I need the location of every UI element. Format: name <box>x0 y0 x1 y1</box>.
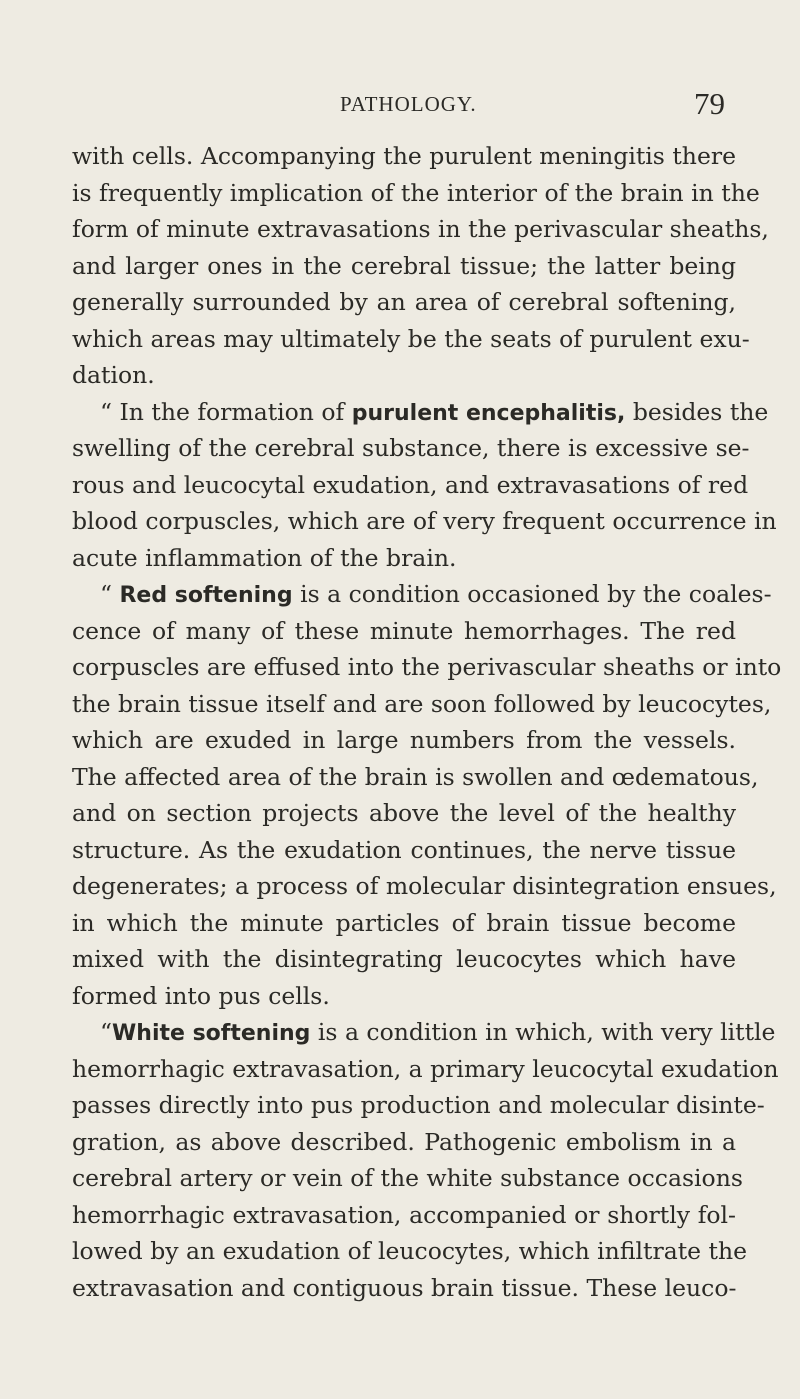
text-line: generally surrounded by an area of cerebral softening, <box>72 288 736 316</box>
text-line: swelling of the cerebral substance, there is excessive se- <box>72 434 750 462</box>
text-line: rous and leucocytal exudation, and extravasations of red <box>72 470 749 499</box>
text-line: passes directly into pus production and molecular disinte- <box>72 1091 765 1119</box>
paragraph-start-white-softening <box>72 1014 776 1051</box>
text-line: and larger ones in the cerebral tissue; the latter being <box>72 251 736 280</box>
text-line: which are exuded in large numbers from the vessels. <box>72 726 736 754</box>
term-purulent-encephalitis: purulent encephalitis, <box>351 400 626 426</box>
text-line: and on section projects above the level of the healthy <box>72 799 736 827</box>
text-line: which areas may ultimately be the seats of purulent exu- <box>72 324 750 353</box>
text-line: dation. <box>72 361 155 389</box>
text-line: hemorrhagic extravasation, a primary leucocytal exudation <box>72 1054 779 1083</box>
text-line: form of minute extravasations in the perivascular sheaths, <box>72 215 769 243</box>
page-number: 79 <box>694 86 725 121</box>
running-head: PATHOLOGY. <box>340 92 477 116</box>
body-text <box>72 138 782 1306</box>
text-line: mixed with the disintegrating leucocytes which have <box>72 945 736 973</box>
text-line: is frequently implication of the interior of the brain in the <box>72 178 760 207</box>
paragraph-start-encephalitis <box>72 394 769 431</box>
open-quote: “ In the formation of <box>100 397 352 426</box>
term-red-softening: Red softening <box>119 583 293 608</box>
paragraph-start-red-softening <box>72 576 772 613</box>
text-line: gration, as above described. Pathogenic embolism in a <box>72 1127 736 1156</box>
text-line: The affected area of the brain is swollen and œdematous, <box>72 762 759 791</box>
text-line: cence of many of these minute hemorrhages. The red <box>72 616 736 645</box>
open-quote: “ <box>100 580 120 608</box>
line-rest: is a condition in which, with very little <box>310 1018 776 1046</box>
text-line: hemorrhagic extravasation, accompanied or shortly fol- <box>72 1200 736 1229</box>
text-line: the brain tissue itself and are soon followed by leucocytes, <box>72 689 772 718</box>
open-quote: “ <box>100 1018 113 1046</box>
text-line: extravasation and contiguous brain tissue. These leuco- <box>72 1273 737 1302</box>
text-line: lowed by an exudation of leucocytes, which infiltrate the <box>72 1237 748 1265</box>
text-line: structure. As the exudation continues, the nerve tissue <box>72 835 736 864</box>
text-line: formed into pus cells. <box>72 981 330 1010</box>
text-line: blood corpuscles, which are of very frequent occurrence in <box>72 507 777 535</box>
text-line: in which the minute particles of brain tissue become <box>72 908 736 937</box>
term-white-softening: White softening <box>112 1021 311 1046</box>
text-line: cerebral artery or vein of the white substance occasions <box>72 1164 743 1192</box>
text-line: degenerates; a process of molecular disintegration ensues, <box>72 872 777 900</box>
line-rest: is a condition occasioned by the coales- <box>292 580 772 608</box>
line-rest: besides the <box>625 397 769 426</box>
text-line: with cells. Accompanying the purulent meningitis there <box>72 142 736 170</box>
text-line: corpuscles are effused into the perivascular sheaths or into <box>72 653 782 681</box>
text-line: acute inflammation of the brain. <box>72 543 457 572</box>
